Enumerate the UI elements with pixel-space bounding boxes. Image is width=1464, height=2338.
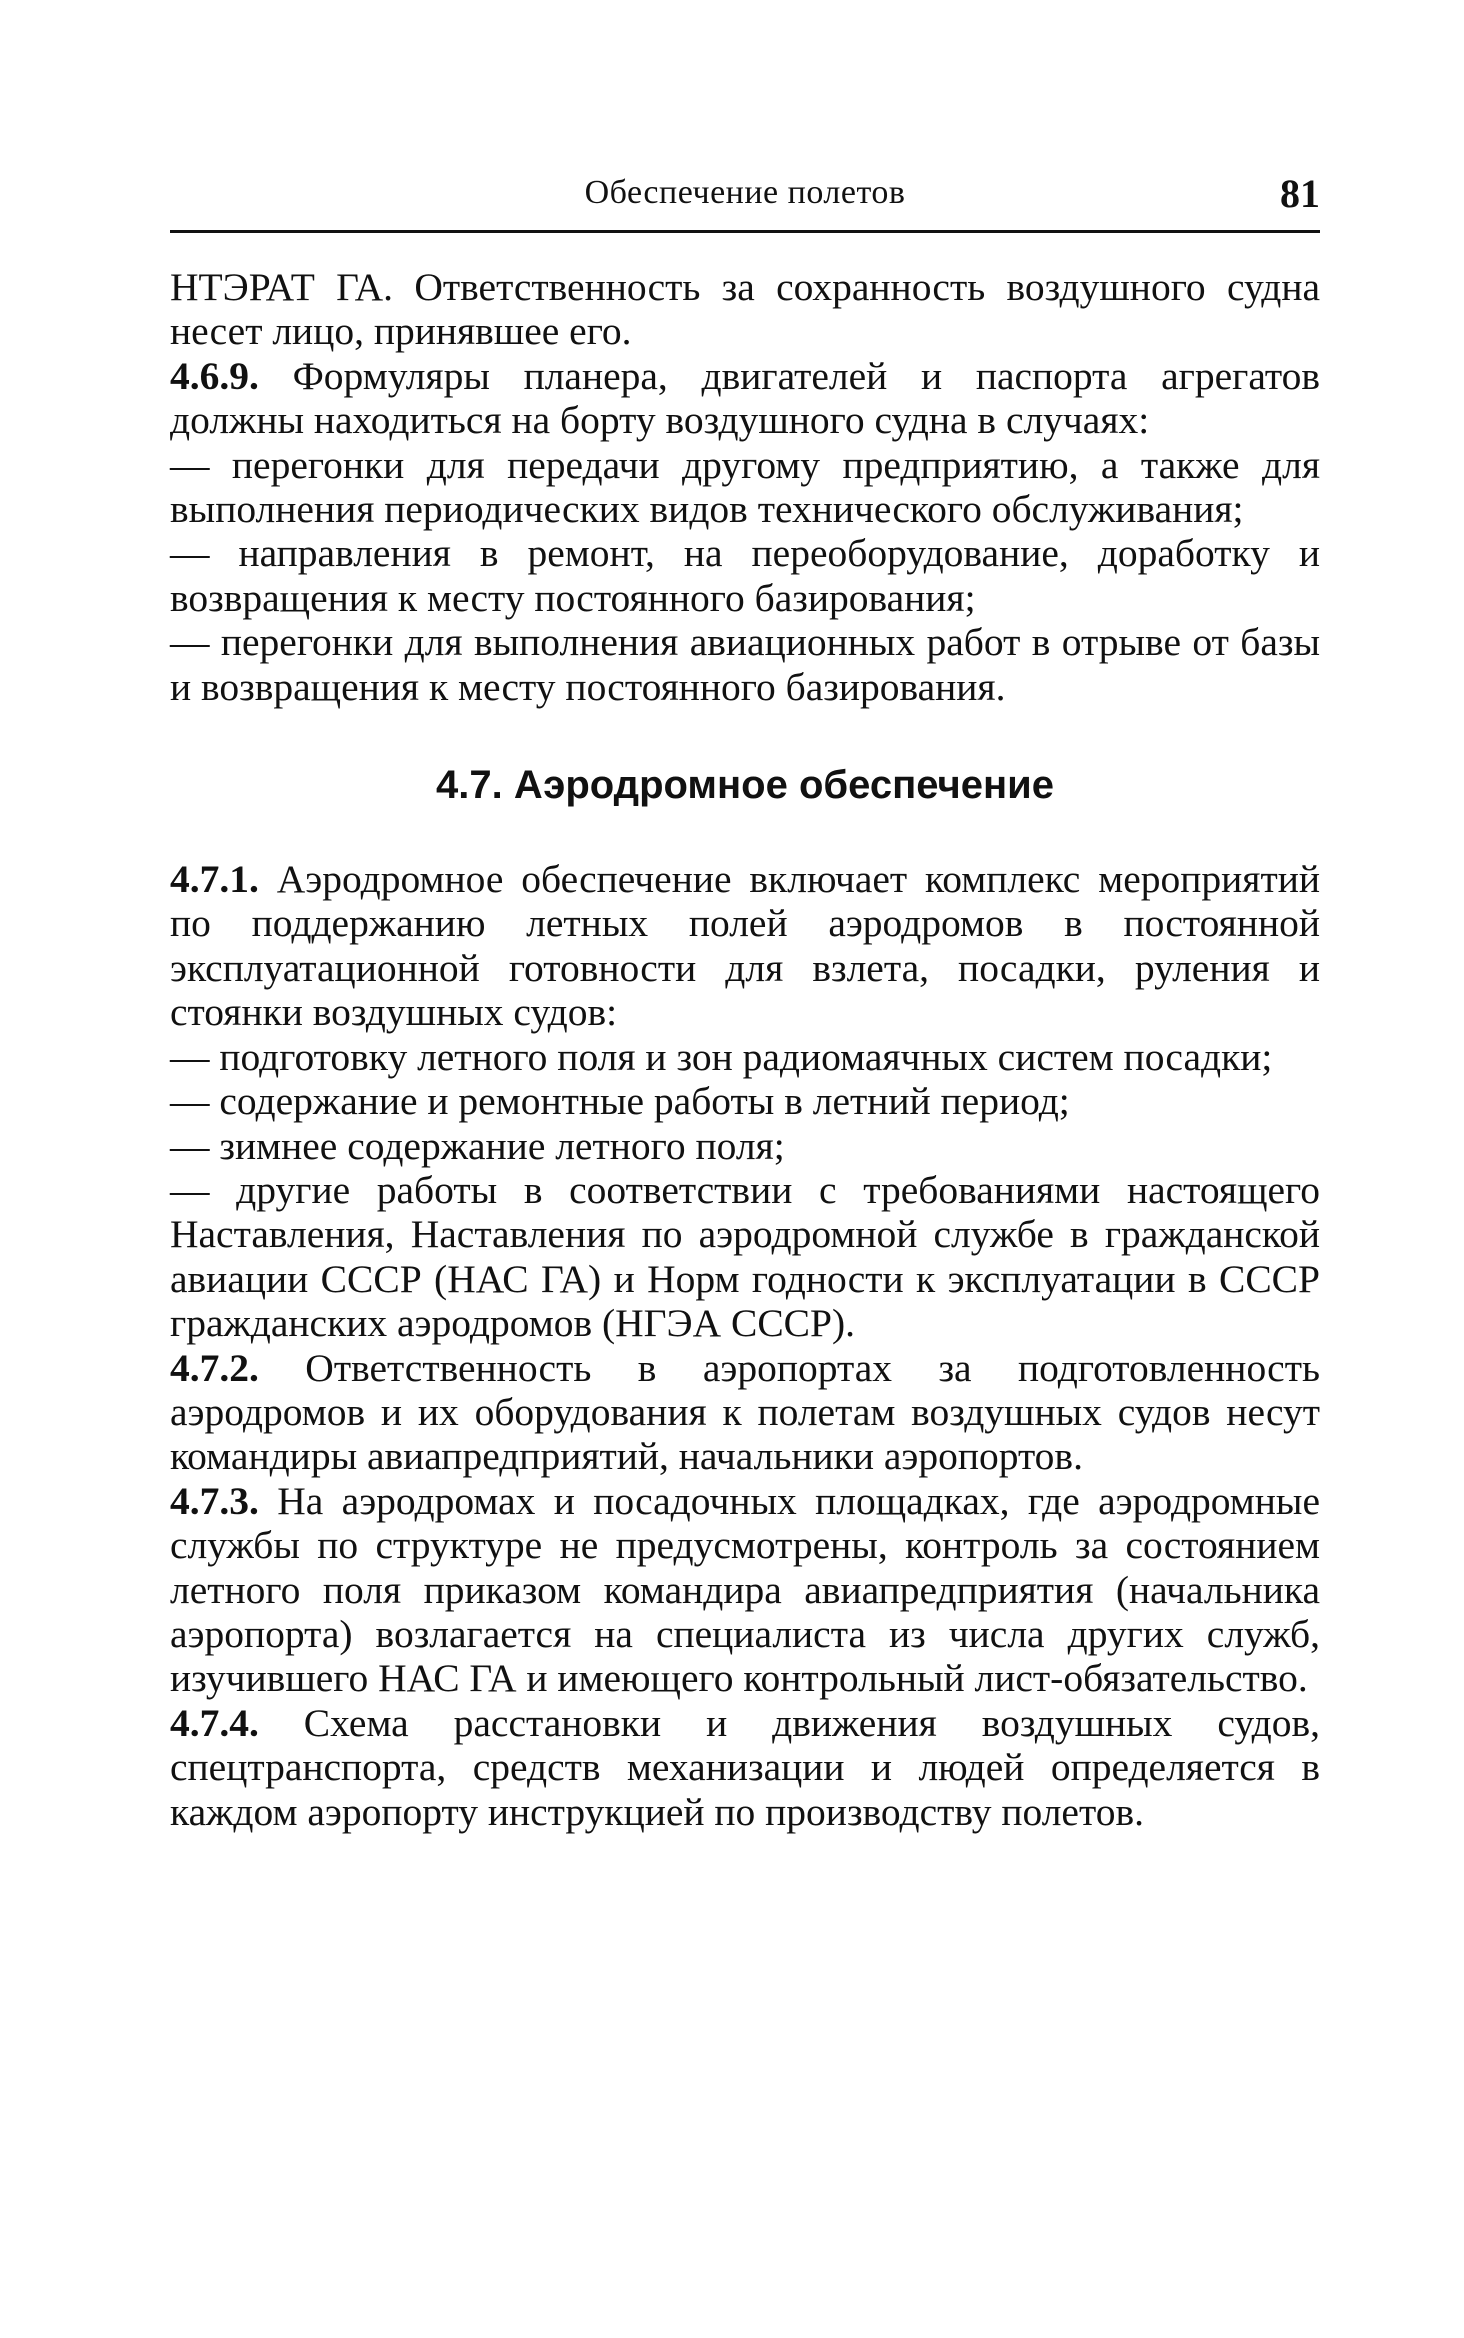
paragraph-text: На аэродромах и посадочных площадках, где аэродромные службы по структуре не предусмотрены, контроль за состоянием летного поля приказом командира авиапредприятия (начальника аэропорта) возлагается на специалиста из числа других служб, изучившего НАС ГА и имеющего контрольный лист-обязательство. [170, 1478, 1320, 1701]
list-item [170, 443, 1320, 532]
clause-number: 4.7.3. [170, 1478, 259, 1523]
paragraph [170, 1346, 1320, 1479]
book-page [170, 160, 1320, 1834]
running-title: Обеспечение полетов [584, 174, 906, 211]
list-item-text: — содержание и ремонтные работы в летний период; [170, 1079, 1070, 1124]
clause-number: 4.7.1. [170, 857, 259, 902]
list-item-text: — другие работы в соответствии с требованиями настоящего Наставления, Наставления по аэродромной службе в гражданской авиации СССР (НАС ГА) и Норм годности к эксплуатации в СССР гражданских аэродромов (НГЭА СССР). [170, 1167, 1320, 1346]
list-item-text: — перегонки для передачи другому предприятию, а также для выполнения периодических видов технического обслуживания; [170, 442, 1320, 532]
paragraph [170, 1479, 1320, 1701]
paragraph [170, 1701, 1320, 1834]
paragraph-text: Формуляры планера, двигателей и паспорта агрегатов должны находиться на борту воздушного судна в случаях: [170, 353, 1320, 443]
page-content [170, 265, 1320, 1834]
paragraph-text: Ответственность в аэропортах за подготовленность аэродромов и их оборудования к полетам воздушных судов несут командиры авиапредприятий, начальники аэропортов. [170, 1345, 1320, 1479]
paragraph-text: Схема расстановки и движения воздушных судов, спецтранспорта, средств механизации и людей определяется в каждом аэропорту инструкцией по производству полетов. [170, 1700, 1320, 1834]
page-number: 81 [1280, 171, 1320, 216]
paragraph [170, 857, 1320, 1035]
list-item [170, 1035, 1320, 1079]
list-item [170, 1079, 1320, 1123]
list-item [170, 1168, 1320, 1346]
list-item [170, 1124, 1320, 1168]
page-header [170, 160, 1320, 233]
clause-number: 4.6.9. [170, 353, 259, 398]
list-item [170, 620, 1320, 709]
paragraph-text: Аэродромное обеспечение включает комплекс мероприятий по поддержанию летных полей аэродромов в постоянной эксплуатационной готовности для взлета, посадки, руления и стоянки воздушных судов: [170, 857, 1320, 1035]
paragraph-text: НТЭРАТ ГА. Ответственность за сохранность воздушного судна несет лицо, принявшее его. [170, 265, 1320, 354]
list-item-text: — направления в ремонт, на переоборудование, доработку и возвращения к месту постоянного базирования; [170, 531, 1320, 620]
clause-number: 4.7.4. [170, 1700, 259, 1745]
list-item-text: — подготовку летного поля и зон радиомаячных систем посадки; [170, 1034, 1273, 1079]
section-title: 4.7. Аэродромное обеспечение [436, 763, 1054, 808]
paragraph [170, 265, 1320, 354]
list-item-text: — зимнее содержание летного поля; [170, 1123, 785, 1168]
list-item-text: — перегонки для выполнения авиационных работ в отрыве от базы и возвращения к месту постоянного базирования. [170, 620, 1320, 709]
clause-number: 4.7.2. [170, 1345, 259, 1390]
paragraph [170, 354, 1320, 443]
list-item [170, 531, 1320, 620]
